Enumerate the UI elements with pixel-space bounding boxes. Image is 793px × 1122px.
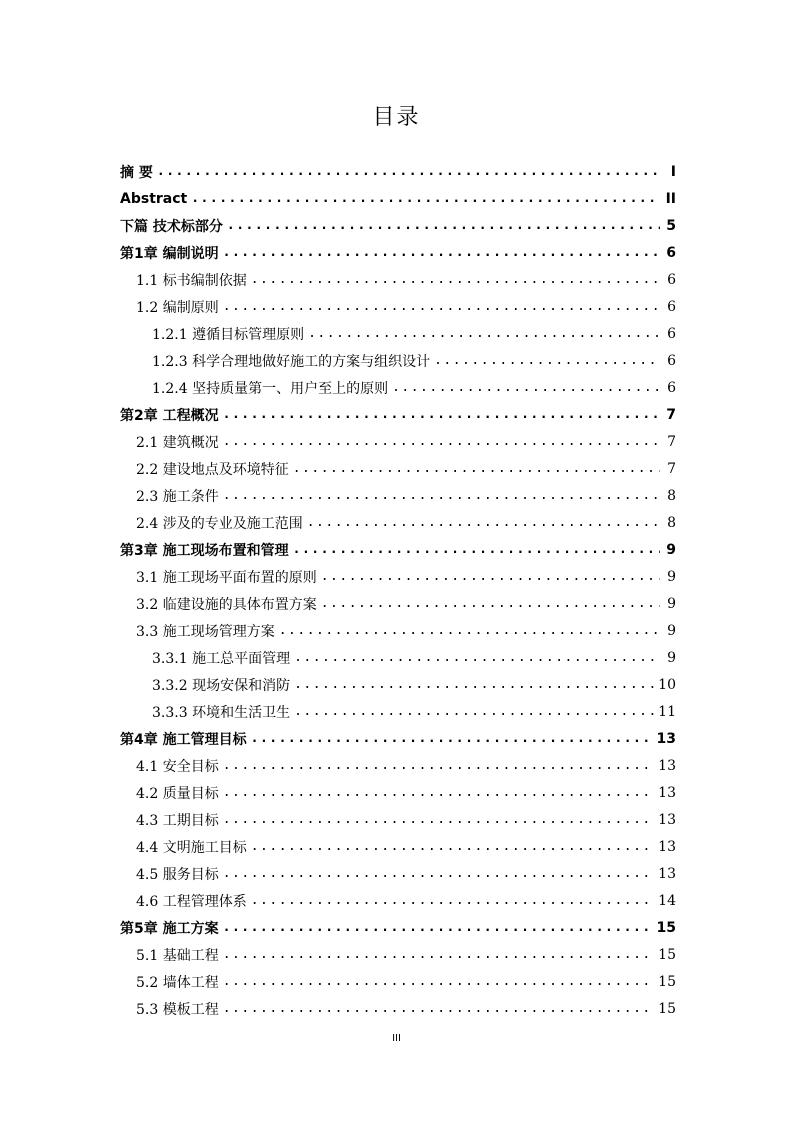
toc-leader-dots xyxy=(308,327,660,340)
toc-entry-page: 11 xyxy=(658,703,676,720)
toc-entry-page: 15 xyxy=(656,919,676,936)
toc-leader-dots xyxy=(294,651,660,664)
toc-entry-label: 第4章 施工管理目标 xyxy=(120,731,247,748)
toc-entry[interactable] xyxy=(120,995,676,1022)
toc-entry-label: 2.3 施工条件 xyxy=(136,488,219,505)
toc-entry-label: 1.2.1 遵循目标管理原则 xyxy=(152,326,305,343)
toc-entry-label: 第2章 工程概况 xyxy=(120,407,219,424)
toc-entry-page: 6 xyxy=(667,352,676,369)
toc-entry[interactable] xyxy=(120,941,676,968)
toc-entry[interactable] xyxy=(120,644,676,671)
toc-leader-dots xyxy=(321,597,660,610)
toc-entry-page: 7 xyxy=(667,460,676,477)
toc-entry-label: 5.2 墙体工程 xyxy=(136,974,219,991)
toc-entry-label: 1.2 编制原则 xyxy=(136,299,219,316)
toc-entry-page: 10 xyxy=(658,676,676,693)
toc-entry[interactable] xyxy=(120,320,676,347)
toc-entry-page: 6 xyxy=(667,298,676,315)
toc-leader-dots xyxy=(251,840,654,853)
toc-leader-dots xyxy=(251,894,654,907)
toc-entry-label: 4.3 工期目标 xyxy=(136,812,219,829)
toc-entry-page: II xyxy=(665,190,676,207)
toc-entry-label: 4.5 服务目标 xyxy=(136,866,219,883)
toc-entry-label: 2.2 建设地点及环境特征 xyxy=(136,461,289,478)
toc-entry-label: 2.1 建筑概况 xyxy=(136,434,219,451)
toc-entry[interactable] xyxy=(120,158,676,185)
toc-entry-page: 9 xyxy=(667,595,676,612)
toc-entry-label: 4.4 文明施工目标 xyxy=(136,839,247,856)
toc-entry-label: 1.2.3 科学合理地做好施工的方案与组织设计 xyxy=(152,353,431,370)
toc-entry[interactable] xyxy=(120,212,676,239)
toc-entry-label: 3.3.3 环境和生活卫生 xyxy=(152,704,291,721)
toc-leader-dots xyxy=(294,705,654,718)
toc-leader-dots xyxy=(223,948,654,961)
toc-entry[interactable] xyxy=(120,914,676,941)
toc-entry[interactable] xyxy=(120,671,676,698)
toc-entry-label: 2.4 涉及的专业及施工范围 xyxy=(136,515,303,532)
toc-entry-page: 7 xyxy=(667,433,676,450)
toc-leader-dots xyxy=(321,570,660,583)
toc-entry-page: 14 xyxy=(658,892,676,909)
toc-entry-page: 9 xyxy=(667,649,676,666)
toc-entry[interactable] xyxy=(120,509,676,536)
toc-leader-dots xyxy=(223,975,654,988)
toc-entry[interactable] xyxy=(120,293,676,320)
toc-entry-label: 第5章 施工方案 xyxy=(120,920,219,937)
toc-entry-page: 6 xyxy=(667,325,676,342)
toc-entry-page: 13 xyxy=(658,838,676,855)
toc-entry-label: 1.2.4 坚持质量第一、用户至上的原则 xyxy=(152,380,389,397)
toc-entry-page: 7 xyxy=(666,406,676,423)
toc-entry-label: 5.3 模板工程 xyxy=(136,1001,219,1018)
toc-entry-page: 15 xyxy=(658,973,676,990)
toc-leader-dots xyxy=(223,246,660,259)
page-number: III xyxy=(392,1033,401,1044)
toc-leader-dots xyxy=(223,300,660,313)
toc-entry-page: 13 xyxy=(658,757,676,774)
toc-entry-label: 5.1 基础工程 xyxy=(136,947,219,964)
toc-leader-dots xyxy=(251,273,660,286)
toc-entry[interactable] xyxy=(120,374,676,401)
toc-leader-dots xyxy=(392,381,660,394)
toc-entry-label: 1.1 标书编制依据 xyxy=(136,272,247,289)
toc-entry-page: I xyxy=(670,163,676,180)
toc-entry-page: 13 xyxy=(658,784,676,801)
toc-entry-label: 3.3.1 施工总平面管理 xyxy=(152,650,291,667)
toc-entry[interactable] xyxy=(120,725,676,752)
toc-leader-dots xyxy=(279,624,660,637)
toc-entry[interactable] xyxy=(120,563,676,590)
toc-entry-page: 13 xyxy=(658,865,676,882)
page-title: 目录 xyxy=(372,105,421,130)
toc-entry-label: 3.1 施工现场平面布置的原则 xyxy=(136,569,317,586)
toc-leader-dots xyxy=(434,354,660,367)
toc-entry-label: 3.3.2 现场安保和消防 xyxy=(152,677,291,694)
toc-entry-label: 4.6 工程管理体系 xyxy=(136,893,247,910)
toc-entry-page: 8 xyxy=(667,487,676,504)
toc-entry[interactable] xyxy=(120,428,676,455)
toc-entry[interactable] xyxy=(120,779,676,806)
toc-leader-dots xyxy=(223,867,654,880)
toc-entry[interactable] xyxy=(120,860,676,887)
toc-entry[interactable] xyxy=(120,752,676,779)
toc-entry-page: 9 xyxy=(667,568,676,585)
toc-entry-label: 摘 要 xyxy=(120,164,153,181)
toc-entry[interactable] xyxy=(120,887,676,914)
toc-leader-dots xyxy=(251,732,653,745)
toc-entry[interactable] xyxy=(120,482,676,509)
toc-entry-label: Abstract xyxy=(120,190,188,207)
toc-entry-page: 15 xyxy=(658,1000,676,1017)
toc-entry-label: 3.3 施工现场管理方案 xyxy=(136,623,275,640)
toc-entry[interactable] xyxy=(120,536,676,563)
toc-entry-page: 5 xyxy=(666,217,676,234)
toc-leader-dots xyxy=(223,408,660,421)
toc-leader-dots xyxy=(157,165,660,178)
toc-entry[interactable] xyxy=(120,185,676,212)
toc-entry-page: 6 xyxy=(667,379,676,396)
toc-entry-page: 13 xyxy=(656,730,676,747)
toc-leader-dots xyxy=(223,435,660,448)
toc-entry-page: 15 xyxy=(658,946,676,963)
toc-entry-page: 9 xyxy=(667,622,676,639)
toc-leader-dots xyxy=(293,462,660,475)
toc-entry[interactable] xyxy=(120,833,676,860)
toc-entry-label: 4.2 质量目标 xyxy=(136,785,219,802)
toc-entry-label: 4.1 安全目标 xyxy=(136,758,219,775)
toc-entry-page: 13 xyxy=(658,811,676,828)
toc-leader-dots xyxy=(294,678,654,691)
toc-entry[interactable] xyxy=(120,698,676,725)
toc-entry-label: 第3章 施工现场布置和管理 xyxy=(120,542,289,559)
toc-leader-dots xyxy=(307,516,660,529)
toc-leader-dots xyxy=(223,1002,654,1015)
toc-leader-dots xyxy=(223,921,653,934)
toc-entry[interactable] xyxy=(120,401,676,428)
toc-leader-dots xyxy=(191,192,660,205)
toc-leader-dots xyxy=(223,759,654,772)
toc-entry[interactable] xyxy=(120,347,676,374)
toc-entry-page: 6 xyxy=(666,244,676,261)
toc-entry[interactable] xyxy=(120,968,676,995)
toc-entry[interactable] xyxy=(120,806,676,833)
toc-entry[interactable] xyxy=(120,590,676,617)
toc-entry[interactable] xyxy=(120,455,676,482)
toc-entry-page: 6 xyxy=(667,271,676,288)
toc-entry-page: 8 xyxy=(667,514,676,531)
toc-entry[interactable] xyxy=(120,239,676,266)
toc-leader-dots xyxy=(223,489,660,502)
toc-entry-label: 第1章 编制说明 xyxy=(120,245,219,262)
toc-leader-dots xyxy=(223,786,654,799)
toc-entry-page: 9 xyxy=(666,541,676,558)
toc-leader-dots xyxy=(227,219,660,232)
toc-leader-dots xyxy=(293,543,660,556)
toc-entry-label: 下篇 技术标部分 xyxy=(120,218,223,235)
toc-entry-label: 3.2 临建设施的具体布置方案 xyxy=(136,596,317,613)
toc-entry[interactable] xyxy=(120,617,676,644)
toc-leader-dots xyxy=(223,813,654,826)
toc-entry[interactable] xyxy=(120,266,676,293)
table-of-contents xyxy=(120,158,676,1022)
